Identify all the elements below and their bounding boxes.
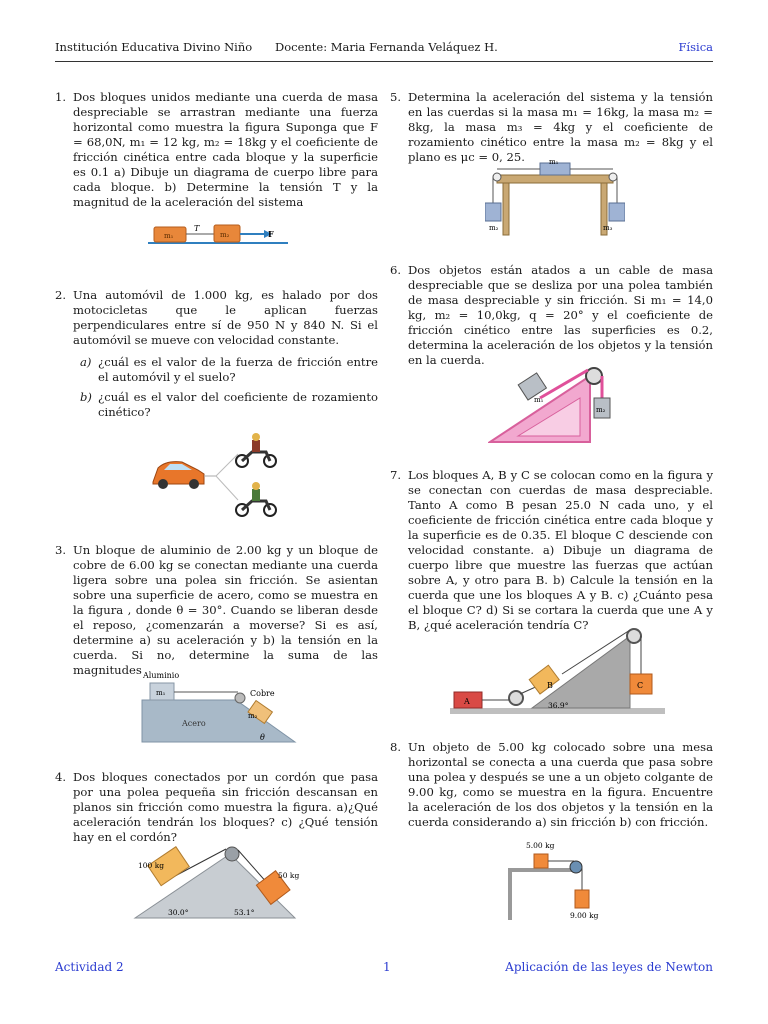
problem-number: 8. xyxy=(390,740,402,754)
teacher-name: Docente: Maria Fernanda Veláquez H. xyxy=(275,40,498,54)
label-m3: m₃ xyxy=(603,224,613,232)
problem-number: 2. xyxy=(55,288,67,302)
block-m2 xyxy=(485,203,501,221)
problem-number: 3. xyxy=(55,543,67,557)
activity-label: Actividad 2 xyxy=(55,960,124,974)
problem-4 xyxy=(55,770,378,845)
subitem-label: a) xyxy=(80,355,92,369)
label-angle-53: 53.1° xyxy=(234,908,255,917)
problem-number: 4. xyxy=(55,770,67,784)
label-m1: m₁ xyxy=(156,689,166,697)
problem-text: Una automóvil de 1.000 kg, es halado por dos motocicletas que le aplican fuerzas perpendiculares entre sí de 950 N y 840 N. Si el automóvil se mueve con velocidad constante. xyxy=(73,288,378,347)
figure-4-two-inclines xyxy=(130,840,305,922)
figure-1-blocks xyxy=(148,220,288,248)
label-m2: m₂ xyxy=(248,712,258,720)
figure-6-incline-pulley xyxy=(488,358,623,446)
problem-7 xyxy=(390,468,713,633)
problem-2 xyxy=(55,288,378,348)
subitem-label: b) xyxy=(80,390,92,404)
car-icon xyxy=(153,462,204,489)
problem-text: Un objeto de 5.00 kg colocado sobre una mesa horizontal se conecta a una cuerda que pasa sobre una polea y después se une a un objeto colgante de 9.00 kg, como se muestra en la figura. Encuentre la aceleración de los dos objetos y la tensión en la cuerda considerando a) sin fricción b) con fricción. xyxy=(408,740,713,829)
problem-text: Dos objetos están atados a un cable de masa despreciable que se desliza por una polea también de masa despreciable y sin fricción. Si m₁ = 14,0 kg, m₂ = 10,0kg, q = 20° y el coeficiente de fricción cinético entre las superficies es 0.2, determina la aceleración de los objetos y la tensión en la cuerda. xyxy=(408,263,713,367)
label-aluminio: Aluminio xyxy=(143,671,180,680)
block-m3 xyxy=(609,203,625,221)
problem-text: Dos bloques unidos mediante una cuerda de masa despreciable se arrastran mediante una fuerza horizontal como muestra la figura Suponga que F = 68,0N, m₁ = 12 kg, m₂ = 18kg y el coeficiente de fricción cinética entre cada bloque y la superficie es 0.1 a) Dibuje un diagrama de cuerpo libre para cada bloque. b) Determine la tensión T y la magnitud de la aceleración del sistema xyxy=(73,90,378,209)
label-top-mass: 5.00 kg xyxy=(526,841,555,850)
problem-number: 6. xyxy=(390,263,402,277)
label-angle-30: 30.0° xyxy=(168,908,189,917)
problem-8 xyxy=(390,740,713,830)
problem-text: Un bloque de aluminio de 2.00 kg y un bloque de cobre de 6.00 kg se conectan mediante una cuerda ligera sobre una polea sin fricción. Se asientan sobre una superficie de acero, como se muestra en la figura , donde θ = 30°. Cuando se liberan desde el reposo, ¿comenzarán a moverse? Si es así, determine a) su aceleración y b) la tensión en la cuerda. Si no, determine la suma de las magnitudes xyxy=(73,543,378,677)
problem-number: 1. xyxy=(55,90,67,104)
label-c: C xyxy=(637,681,644,690)
label-m2: m₂ xyxy=(489,224,499,232)
label-tension: T xyxy=(194,224,200,233)
label-force: F xyxy=(268,229,274,239)
label-a: A xyxy=(464,697,470,706)
label-m2: m₂ xyxy=(596,406,606,414)
label-cobre: Cobre xyxy=(250,689,275,698)
problem-1 xyxy=(55,90,378,210)
problem-3 xyxy=(55,543,378,678)
subitem-2a xyxy=(80,355,378,385)
block-5kg xyxy=(534,854,548,868)
label-m1: m₁ xyxy=(549,158,559,166)
label-acero: Acero xyxy=(182,719,206,728)
motorcycle-top-icon xyxy=(236,433,276,467)
label-b: B xyxy=(547,681,553,690)
figure-3-aluminum-copper xyxy=(140,668,300,748)
page-number: 1 xyxy=(383,960,391,974)
label-m1: m₁ xyxy=(534,396,544,404)
label-angle: 36.9° xyxy=(548,701,569,710)
label-m2: m₂ xyxy=(220,231,230,239)
figure-7-blocks-abc xyxy=(450,622,665,720)
subitem-text: ¿cuál es el valor de la fuerza de fricción entre el automóvil y el suelo? xyxy=(98,355,378,384)
label-m1: m₁ xyxy=(164,232,174,240)
figure-5-table-three-masses xyxy=(485,155,625,237)
block-9kg xyxy=(575,890,589,908)
motorcycle-bottom-icon xyxy=(236,482,276,516)
figure-8-table-hanging-mass xyxy=(500,838,610,922)
label-50kg: 50 kg xyxy=(278,871,300,880)
header-divider xyxy=(55,61,713,62)
subject-name: Física xyxy=(678,40,713,54)
topic-label: Aplicación de las leyes de Newton xyxy=(505,960,713,974)
subitem-2b xyxy=(80,390,378,420)
label-theta: θ xyxy=(260,733,265,742)
problem-6 xyxy=(390,263,713,368)
problem-5 xyxy=(390,90,713,165)
label-hanging-mass: 9.00 kg xyxy=(570,911,599,920)
problem-text: Los bloques A, B y C se colocan como en la figura y se conectan con cuerdas de masa despreciable. Tanto A como B pesan 25.0 N cada uno, y el coeficiente de fricción cinética entre cada bloque y la superficie es de 0.35. El bloque C desciende con velocidad constante. a) Dibuje un diagrama de cuerpo libre que muestre las fuerzas que actúan sobre A, y otro para B. b) Calcule la tensión en la cuerda que une los bloques A y B. c) ¿Cuánto pesa el bloque C? d) Si se cortara la cuerda que une A y B, ¿qué aceleración tendría C? xyxy=(408,468,713,632)
subitem-text: ¿cuál es el valor del coeficiente de rozamiento cinético? xyxy=(98,390,378,419)
label-100kg: 100 kg xyxy=(138,861,165,870)
figure-2-car-motorcycles xyxy=(148,430,283,522)
institution-name: Institución Educativa Divino Niño xyxy=(55,40,253,54)
problem-number: 5. xyxy=(390,90,402,104)
problem-text: Dos bloques conectados por un cordón que pasa por una polea pequeña sin fricción descansan en planos sin fricción como muestra la figura. a)¿Qué aceleración tendrán los bloques? c) ¿Qué tensión hay en el cordón? xyxy=(73,770,378,844)
block-b xyxy=(529,665,559,694)
page-header xyxy=(55,40,713,60)
problem-text: Determina la aceleración del sistema y la tensión en las cuerdas si la masa m₁ = 16kg, la masa m₂ = 8kg, la masa m₃ = 4kg y el coeficiente de rozamiento cinético entre la masa m₂ = 8kg y el plano es μc = 0, 25. xyxy=(408,90,713,164)
problem-number: 7. xyxy=(390,468,402,482)
